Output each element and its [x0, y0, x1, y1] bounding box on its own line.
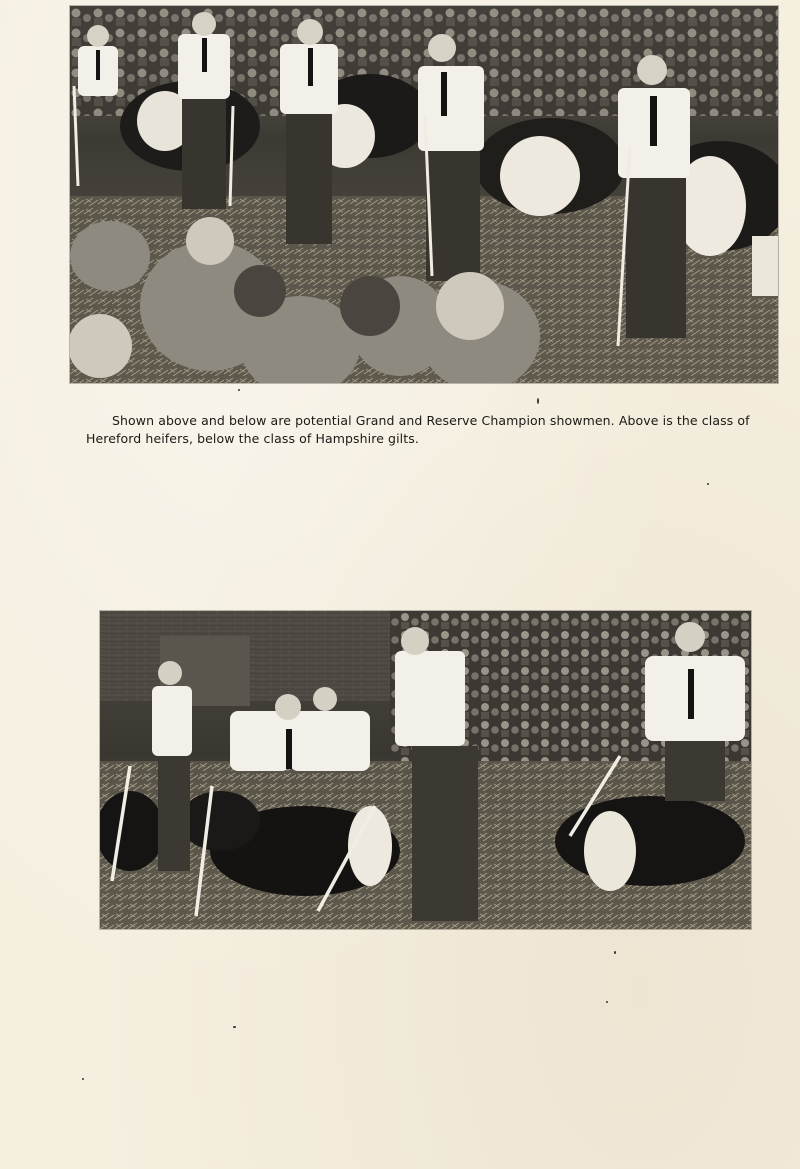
- paper-speck: [233, 1026, 236, 1028]
- paper-speck: [82, 1078, 84, 1080]
- paper-speck: [537, 398, 539, 404]
- photo-hampshire-gilts: [100, 611, 751, 929]
- paper-speck: [238, 389, 240, 391]
- photo-caption: [86, 412, 776, 448]
- photo-hereford-heifers: [70, 6, 778, 383]
- caption-text: Shown above and below are potential Grand and Reserve Champion showmen. Above is the class of Hereford heifers, below the class of Hampshire gilts.: [86, 413, 750, 446]
- paper-speck: [707, 483, 709, 485]
- paper-speck: [614, 951, 616, 954]
- hereford-heifers-image: [70, 6, 778, 383]
- paper-speck: [606, 1001, 608, 1003]
- hampshire-gilts-image: [100, 611, 751, 929]
